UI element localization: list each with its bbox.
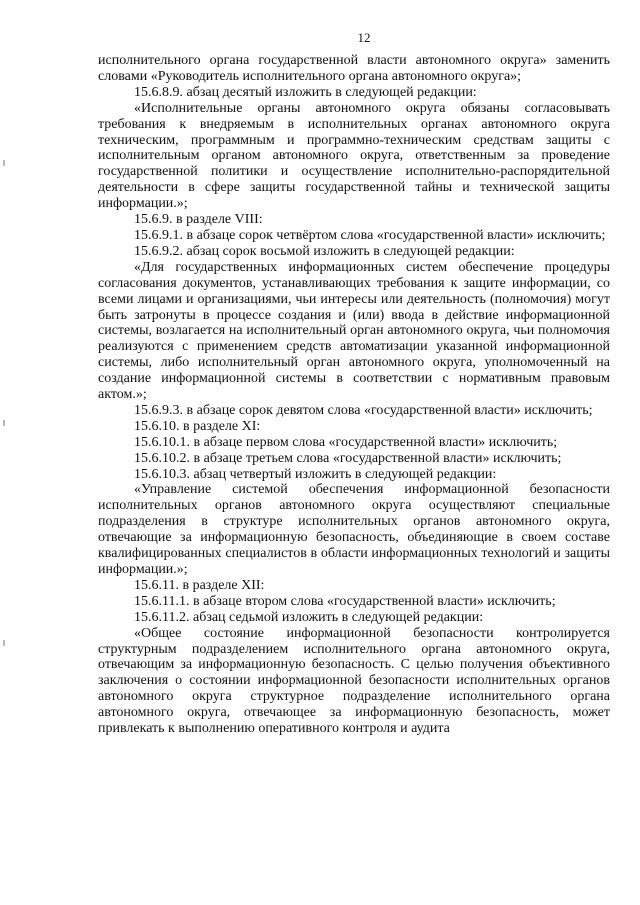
paragraph: 15.6.9.1. в абзаце сорок четвёртом слова «государственной власти» исключить; <box>134 227 606 243</box>
paragraph: 15.6.8.9. абзац десятый изложить в следующей редакции: <box>134 84 477 100</box>
paragraph: «Управление системой обеспечения информационной безопасности исполнительных органов автономного округа осуществляют специальные подразделения в структуре исполнительных органов автономного округа, отвечающие за информационную безопасность, объединяющие в своем составе квалифицированных специалистов в области информационных технологий и защиты информации.»; <box>98 482 610 577</box>
paragraph: 15.6.10. в разделе XI: <box>134 418 261 434</box>
paragraph: «Общее состояние информационной безопасности контролируется структурным подразделением исполнительного органа автономного округа, отвечающим за информационную безопасность. С целью получения объективного заключения о состоянии информационной безопасности исполнительных органов автономного округа структурное подразделение исполнительного органа автономного округа, отвечающее за информационную безопасность, может привлекать к выполнению оперативного контроля и аудита <box>98 625 610 737</box>
paragraph: 15.6.11.2. абзац седьмой изложить в следующей редакции: <box>134 609 484 625</box>
paragraph: «Для государственных информационных систем обеспечение процедуры согласования документов, устанавливающих требования к защите информации, со всеми лицами и организациями, чьи интересы или деятельность (полномочия) могут быть затронуты в процессе создания и (или) ввода в действие информационной системы, возлагается на исполнительный орган автономного округа, чьи полномочия реализуются с применением средств автоматизации указанной информационной системы, либо исполнительный орган автономного округа, уполномоченный на создание информационной системы в соответствии с нормативным правовым актом.»; <box>98 259 610 403</box>
paragraph: 15.6.10.2. в абзаце третьем слова «государственной власти» исключить; <box>134 450 562 466</box>
paragraph: 15.6.11. в разделе XII: <box>134 577 265 593</box>
binding-mark <box>3 640 5 646</box>
paragraph: 15.6.10.3. абзац четвертый изложить в следующей редакции: <box>134 466 497 482</box>
document-body <box>98 53 610 737</box>
page-number: 12 <box>357 30 371 45</box>
binding-mark <box>3 420 5 426</box>
paragraph: 15.6.9.2. абзац сорок восьмой изложить в следующей редакции: <box>134 243 515 259</box>
paragraph: 15.6.9.3. в абзаце сорок девятом слова «государственной власти» исключить; <box>134 402 593 418</box>
paragraph: «Исполнительные органы автономного округа обязаны согласовывать требования к внедряемым в исполнительных органах автономного округа техническим, программным и программно-техническим средствам защиты с исполнительным органом автономного округа, ответственным за проведение государственной политики и осуществление исполнительно-распорядительной деятельности в сфере защиты государственной тайны и технической защиты информации.»; <box>98 100 610 212</box>
paragraph: 15.6.10.1. в абзаце первом слова «государственной власти» исключить; <box>134 434 558 450</box>
paragraph: 15.6.9. в разделе VIII: <box>134 212 263 228</box>
binding-mark <box>3 160 5 166</box>
paragraph: 15.6.11.1. в абзаце втором слова «государственной власти» исключить; <box>134 593 556 609</box>
paragraph: исполнительного органа государственной власти автономного округа» заменить словами «Руководитель исполнительного органа автономного округа»; <box>98 53 610 84</box>
